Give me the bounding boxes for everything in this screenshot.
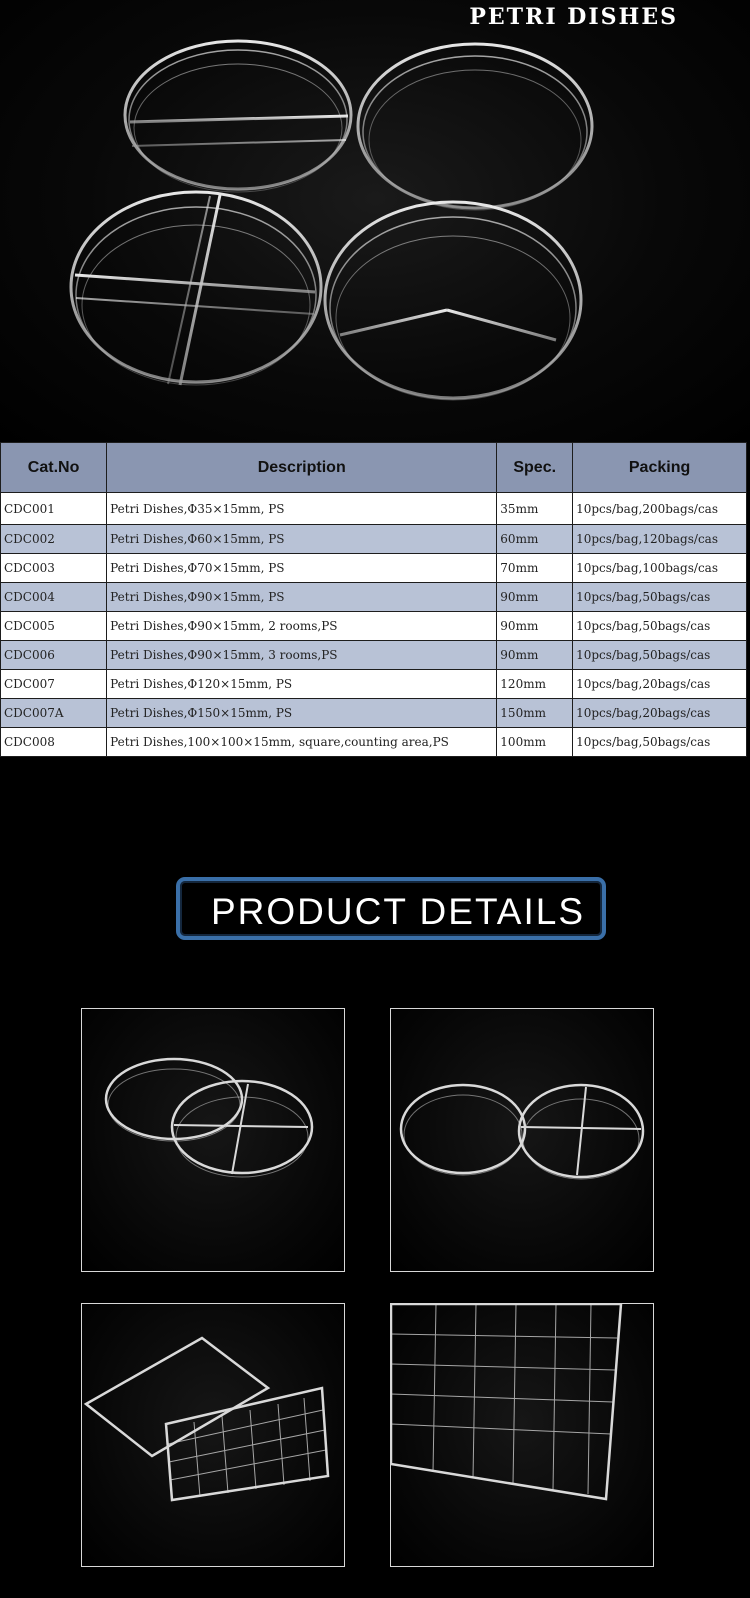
cell-cat-no: CDC008 [1,728,107,757]
cell-spec: 100mm [497,728,573,757]
table-header-row [1,443,747,493]
cell-description: Petri Dishes,Φ90×15mm, 3 rooms,PS [107,641,497,670]
cell-description: Petri Dishes,Φ60×15mm, PS [107,525,497,554]
cell-spec: 150mm [497,699,573,728]
cell-packing: 10pcs/bag,50bags/cas [573,641,747,670]
table-row [1,554,747,583]
petri-dishes-photo [0,0,750,442]
cell-description: Petri Dishes,100×100×15mm, square,counting area,PS [107,728,497,757]
product-details-title: PRODUCT DETAILS [211,891,586,932]
column-header-packing: Packing [573,443,747,493]
cell-packing: 10pcs/bag,50bags/cas [573,583,747,612]
cell-description: Petri Dishes,Φ120×15mm, PS [107,670,497,699]
cell-description: Petri Dishes,Φ150×15mm, PS [107,699,497,728]
hero-banner [0,0,750,442]
product-photo-counting-grid-closeup [390,1303,654,1567]
product-details-banner [176,877,606,940]
cell-cat-no: CDC007A [1,699,107,728]
table-row [1,612,747,641]
cell-description: Petri Dishes,Φ70×15mm, PS [107,554,497,583]
cell-cat-no: CDC007 [1,670,107,699]
cell-cat-no: CDC004 [1,583,107,612]
cell-packing: 10pcs/bag,120bags/cas [573,525,747,554]
cell-packing: 10pcs/bag,20bags/cas [573,699,747,728]
cell-spec: 35mm [497,493,573,525]
column-header-cat-no: Cat.No [1,443,107,493]
product-photo-lid-beside-4-room-dish [390,1008,654,1272]
cell-packing: 10pcs/bag,50bags/cas [573,612,747,641]
column-header-description: Description [107,443,497,493]
cell-cat-no: CDC002 [1,525,107,554]
table-row [1,670,747,699]
cell-packing: 10pcs/bag,50bags/cas [573,728,747,757]
table-row [1,641,747,670]
table-row [1,583,747,612]
cell-description: Petri Dishes,Φ35×15mm, PS [107,493,497,525]
hero-title: PETRI DISHES [469,4,678,30]
cell-spec: 60mm [497,525,573,554]
cell-spec: 90mm [497,612,573,641]
cell-spec: 70mm [497,554,573,583]
cell-spec: 90mm [497,583,573,612]
cell-spec: 90mm [497,641,573,670]
cell-spec: 120mm [497,670,573,699]
cell-packing: 10pcs/bag,20bags/cas [573,670,747,699]
cell-cat-no: CDC001 [1,493,107,525]
cell-cat-no: CDC003 [1,554,107,583]
table-row [1,699,747,728]
cell-cat-no: CDC006 [1,641,107,670]
product-photo-lid-and-4-room-dish [81,1008,345,1272]
table-row [1,525,747,554]
product-spec-table [0,442,747,757]
cell-cat-no: CDC005 [1,612,107,641]
product-photo-square-dish-with-lid [81,1303,345,1567]
cell-packing: 10pcs/bag,100bags/cas [573,554,747,583]
cell-packing: 10pcs/bag,200bags/cas [573,493,747,525]
table-row [1,728,747,757]
column-header-spec: Spec. [497,443,573,493]
table-row [1,493,747,525]
cell-description: Petri Dishes,Φ90×15mm, 2 rooms,PS [107,612,497,641]
cell-description: Petri Dishes,Φ90×15mm, PS [107,583,497,612]
